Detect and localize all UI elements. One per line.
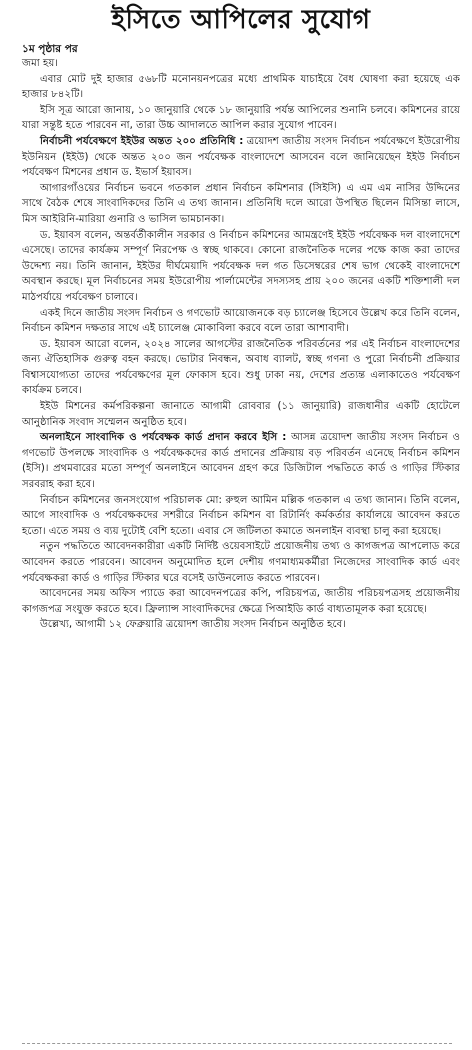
paragraph-text: এবার মোট দুই হাজার ৫৬৮টি মনোনয়নপত্রের মধ্যে প্রাথমিক যাচাইয়ে বৈধ ঘোষণা করা হয়েছে এক হাজার ৮৪২টি। (22, 73, 460, 101)
article-paragraph (22, 586, 460, 617)
section-subhead: নির্বাচনী পর্যবেক্ষণে ইইউর অন্তত ২০০ প্রতিনিধি : (40, 135, 244, 147)
article-paragraph (22, 306, 460, 337)
clipping-edge (22, 1043, 452, 1050)
article-paragraph (22, 72, 460, 103)
paragraph-text: ইসি সূত্র আরো জানায়, ১০ জানুয়ারি থেকে ১৮ জানুয়ারি পর্যন্ত আপিলের শুনানি চলবে। কমিশনের রায়ে যারা সন্তুষ্ট হতে পারবেন না, তারা উচ্চ আদালতে আপিল করার সুযোগ পাবেন। (22, 104, 460, 132)
article-paragraph (22, 337, 460, 399)
article-body (22, 56, 460, 633)
paragraph-text: একই দিনে জাতীয় সংসদ নির্বাচন ও গণভোট আয়োজনকে বড় চ্যালেঞ্জ হিসেবে উল্লেখ করে তিনি বলেন, নির্বাচন কমিশন দক্ষতার সাথে এই চ্যালেঞ্জ মোকাবিলা করবে বলে তারা আশাবাদী। (22, 307, 460, 335)
paragraph-text: আগারগাঁওয়ের নির্বাচন ভবনে গতকাল প্রধান নির্বাচন কমিশনার (সিইসি) এ এম এম নাসির উদ্দিনের সাথে বৈঠক শেষে সাংবাদিকদের তিনি এ তথ্য জানান। প্রতিনিধি দলে আরো উপস্থিত ছিলেন মিসিন্তা লাসে, মিস আইরিনি-মারিয়া গুনারি ও ভাসিল ভামচানকা। (22, 182, 460, 225)
paragraph-text: নির্বাচন কমিশনের জনসংযোগ পরিচালক মো: রুহুল আমিন মল্লিক গতকাল এ তথ্য জানান। তিনি বলেন, আগে সাংবাদিক ও পর্যবেক্ষকদের সশরীরে নির্বাচন কমিশন বা রিটার্নিং কর্মকর্তার কার্যালয়ে আবেদন করতে হতো। এতে সময় ও ব্যয় দুটোই বেশি হতো। এবার সে জটিলতা কমাতে অনলাইন ব্যবস্থা চালু করা হয়েছে। (22, 494, 460, 537)
headline: ইসিতে আপিলের সুযোগ (111, 5, 371, 35)
article-paragraph (22, 228, 460, 306)
paragraph-text: উল্লেখ্য, আগামী ১২ ফেব্রুয়ারি ত্রয়োদশ জাতীয় সংসদ নির্বাচন অনুষ্ঠিত হবে। (40, 619, 346, 631)
paragraph-text: নতুন পদ্ধতিতে আবেদনকারীরা একটি নির্দিষ্ট ওয়েবসাইটে প্রয়োজনীয় তথ্য ও কাগজপত্র আপলোড করে আবেদন করতে পারবেন। আবেদন অনুমোদিত হলে দেশীয় গণমাধ্যমকর্মীরা নিজেদের সাংবাদিক কার্ড এবং পর্যবেক্ষকরা কার্ড ও গাড়ির স্টিকার ঘরে বসেই ডাউনলোড করতে পারবেন। (22, 541, 460, 584)
paragraph-text: ত্রয়োদশ জাতীয় সংসদ নির্বাচন পর্যবেক্ষণে ইউরোপীয় ইউনিয়ন (ইইউ) থেকে অন্তত ২০০ জন পর্যবেক্ষক বাংলাদেশে আসবেন বলে জানিয়েছেন ইইউ নির্বাচন পর্যবেক্ষণ মিশনের প্রধান ড. ইভার্স ইয়াবস। (22, 135, 460, 179)
article-paragraph (22, 181, 460, 228)
article-paragraph (22, 539, 460, 586)
continued-from-label: ১ম পৃষ্ঠার পর (22, 43, 78, 55)
article-paragraph (22, 56, 460, 72)
article-paragraph (22, 103, 460, 134)
article-paragraph (22, 134, 460, 181)
paragraph-text: জমা হয়। (22, 58, 58, 69)
article-paragraph (22, 493, 460, 540)
article-paragraph (22, 430, 460, 492)
paragraph-text: আবেদনের সময় অফিস প্যাডে করা আবেদনপত্রের কপি, পরিচয়পত্র, জাতীয় পরিচয়পত্রসহ প্রয়োজনীয় কাগজপত্র সংযুক্ত করতে হবে। ফ্রিল্যান্স সাংবাদিকদের ক্ষেত্রে পিআইডি কার্ড বাধ্যতামূলক করা হয়েছে। (22, 588, 460, 615)
paragraph-text: ড. ইয়াবস বলেন, অন্তর্বর্তীকালীন সরকার ও নির্বাচন কমিশনের আমন্ত্রণেই ইইউ পর্যবেক্ষক দল বাংলাদেশে এসেছে। তাদের কার্যক্রম সম্পূর্ণ নিরপেক্ষ ও স্বচ্ছ থাকবে। কোনো রাজনৈতিক দলের পক্ষে কাজ করা তাদের উদ্দেশ্য নয়। তিনি জানান, ইইউর দীর্ঘমেয়াদি পর্যবেক্ষক দল গত ডিসেম্বরের শেষ ভাগ থেকেই বাংলাদেশে অবস্থান করছে। মূল নির্বাচনের সময় ইউরোপীয় পার্লামেন্টের সদস্যসহ প্রায় ২০০ জনের একটি শক্তিশালী দল মাঠপর্যায়ে পর্যবেক্ষণ চালাবে। (22, 229, 460, 303)
paragraph-text: ইইউ মিশনের কর্মপরিকল্পনা জানাতে আগামী রোববার (১১ জানুয়ারি) রাজধানীর একটি হোটেলে আনুষ্ঠানিক সংবাদ সম্মেলন অনুষ্ঠিত হবে। (22, 401, 460, 428)
paragraph-text: ড. ইয়াবস আরো বলেন, ২০২৪ সালের আগস্টের রাজনৈতিক পরিবর্তনের পর এই নির্বাচন বাংলাদেশের জন্য ঐতিহাসিক গুরুত্ব বহন করছে। ভোটার নিবন্ধন, অবাধ ব্যালট, স্বচ্ছ গণনা ও পুরো নির্বাচনী প্রক্রিয়ার বিশ্বাসযোগ্যতা তাদের পর্যবেক্ষণের মূল ফোকাস হবে। শুধু ঢাকা নয়, দেশের প্রত্যন্ত এলাকাতেও পর্যবেক্ষণ কার্যক্রম চলবে। (22, 338, 460, 397)
paragraph-text: আসন্ন ত্রয়োদশ জাতীয় সংসদ নির্বাচন ও গণভোট উপলক্ষে সাংবাদিক ও পর্যবেক্ষকদের কার্ড প্রদানের প্রক্রিয়ায় বড় পরিবর্তন এনেছে নির্বাচন কমিশন (ইসি)। প্রথমবারের মতো সম্পূর্ণ অনলাইনে আবেদন গ্রহণ করে ডিজিটাল পদ্ধতিতে কার্ড ও গাড়ির স্টিকার সরবরাহ করা হবে। (22, 432, 460, 491)
article-paragraph (22, 399, 460, 430)
article-paragraph (22, 617, 460, 633)
section-subhead: অনলাইনে সাংবাদিক ও পর্যবেক্ষক কার্ড প্রদান করবে ইসি : (40, 432, 287, 444)
